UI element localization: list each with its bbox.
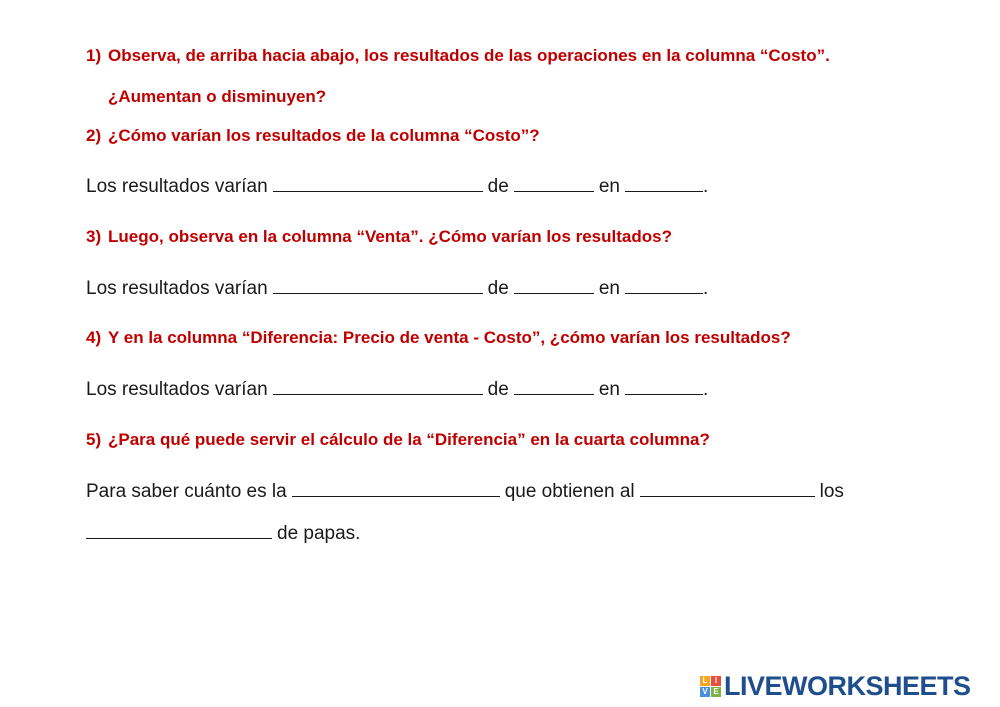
answer-3-prefix: Los resultados varían	[86, 278, 268, 299]
logo-letter-e: E	[711, 687, 721, 697]
question-5-number: 5)	[86, 430, 102, 449]
answer-4-de: de	[487, 379, 509, 400]
answer-5-part-2: que obtienen al	[504, 481, 635, 502]
answer-3-de: de	[487, 278, 509, 299]
question-4-number: 4)	[86, 328, 102, 347]
logo-letter-v: V	[700, 687, 710, 697]
answer-line-4	[86, 376, 708, 401]
question-1-number: 1)	[86, 46, 102, 65]
question-1-line-2	[108, 87, 326, 107]
answer-3-en: en	[598, 278, 620, 299]
answer-2-blank-2[interactable]	[514, 173, 594, 192]
answer-2-en: en	[598, 176, 620, 197]
answer-2-end: .	[702, 176, 709, 197]
question-2-number: 2)	[86, 126, 102, 145]
answer-5-blank-3[interactable]	[86, 520, 272, 539]
answer-5-part-4: de papas.	[277, 523, 361, 544]
answer-3-blank-1[interactable]	[273, 275, 483, 294]
logo-letter-i: I	[711, 676, 721, 686]
question-3	[86, 227, 672, 247]
answer-4-blank-3[interactable]	[625, 376, 703, 395]
liveworksheets-logo-icon	[700, 676, 721, 697]
answer-3-blank-2[interactable]	[514, 275, 594, 294]
answer-line-2	[86, 173, 708, 198]
answer-5-blank-2[interactable]	[640, 478, 815, 497]
answer-line-3	[86, 275, 708, 300]
answer-3-blank-3[interactable]	[625, 275, 703, 294]
question-3-text: Luego, observa en la columna “Venta”. ¿Cómo varían los resultados?	[108, 227, 672, 246]
answer-4-blank-2[interactable]	[514, 376, 594, 395]
answer-5-part-1: Para saber cuánto es la	[86, 481, 287, 502]
answer-2-blank-1[interactable]	[273, 173, 483, 192]
answer-4-blank-1[interactable]	[273, 376, 483, 395]
question-1	[86, 46, 830, 66]
question-3-number: 3)	[86, 227, 102, 246]
answer-line-5b	[86, 520, 360, 545]
answer-2-de: de	[487, 176, 509, 197]
answer-5-part-3: los	[819, 481, 844, 502]
logo-text: LIVEWORKSHEETS	[724, 670, 971, 701]
question-5	[86, 430, 710, 450]
answer-2-prefix: Los resultados varían	[86, 176, 268, 197]
question-2	[86, 126, 540, 146]
answer-line-5	[86, 478, 844, 503]
answer-4-end: .	[702, 379, 709, 400]
question-1-text: Observa, de arriba hacia abajo, los resultados de las operaciones en la columna “Costo”.	[108, 46, 830, 65]
question-4	[86, 328, 791, 348]
answer-2-blank-3[interactable]	[625, 173, 703, 192]
answer-3-end: .	[702, 278, 709, 299]
answer-4-prefix: Los resultados varían	[86, 379, 268, 400]
question-2-text: ¿Cómo varían los resultados de la columna “Costo”?	[108, 126, 540, 145]
answer-4-en: en	[598, 379, 620, 400]
logo-letter-l: L	[700, 676, 710, 686]
question-4-text: Y en la columna “Diferencia: Precio de venta - Costo”, ¿cómo varían los resultados?	[108, 328, 791, 347]
question-5-text: ¿Para qué puede servir el cálculo de la “Diferencia” en la cuarta columna?	[108, 430, 710, 449]
question-1-text-2: ¿Aumentan o disminuyen?	[108, 87, 327, 106]
answer-5-blank-1[interactable]	[292, 478, 500, 497]
liveworksheets-logo	[700, 671, 971, 701]
